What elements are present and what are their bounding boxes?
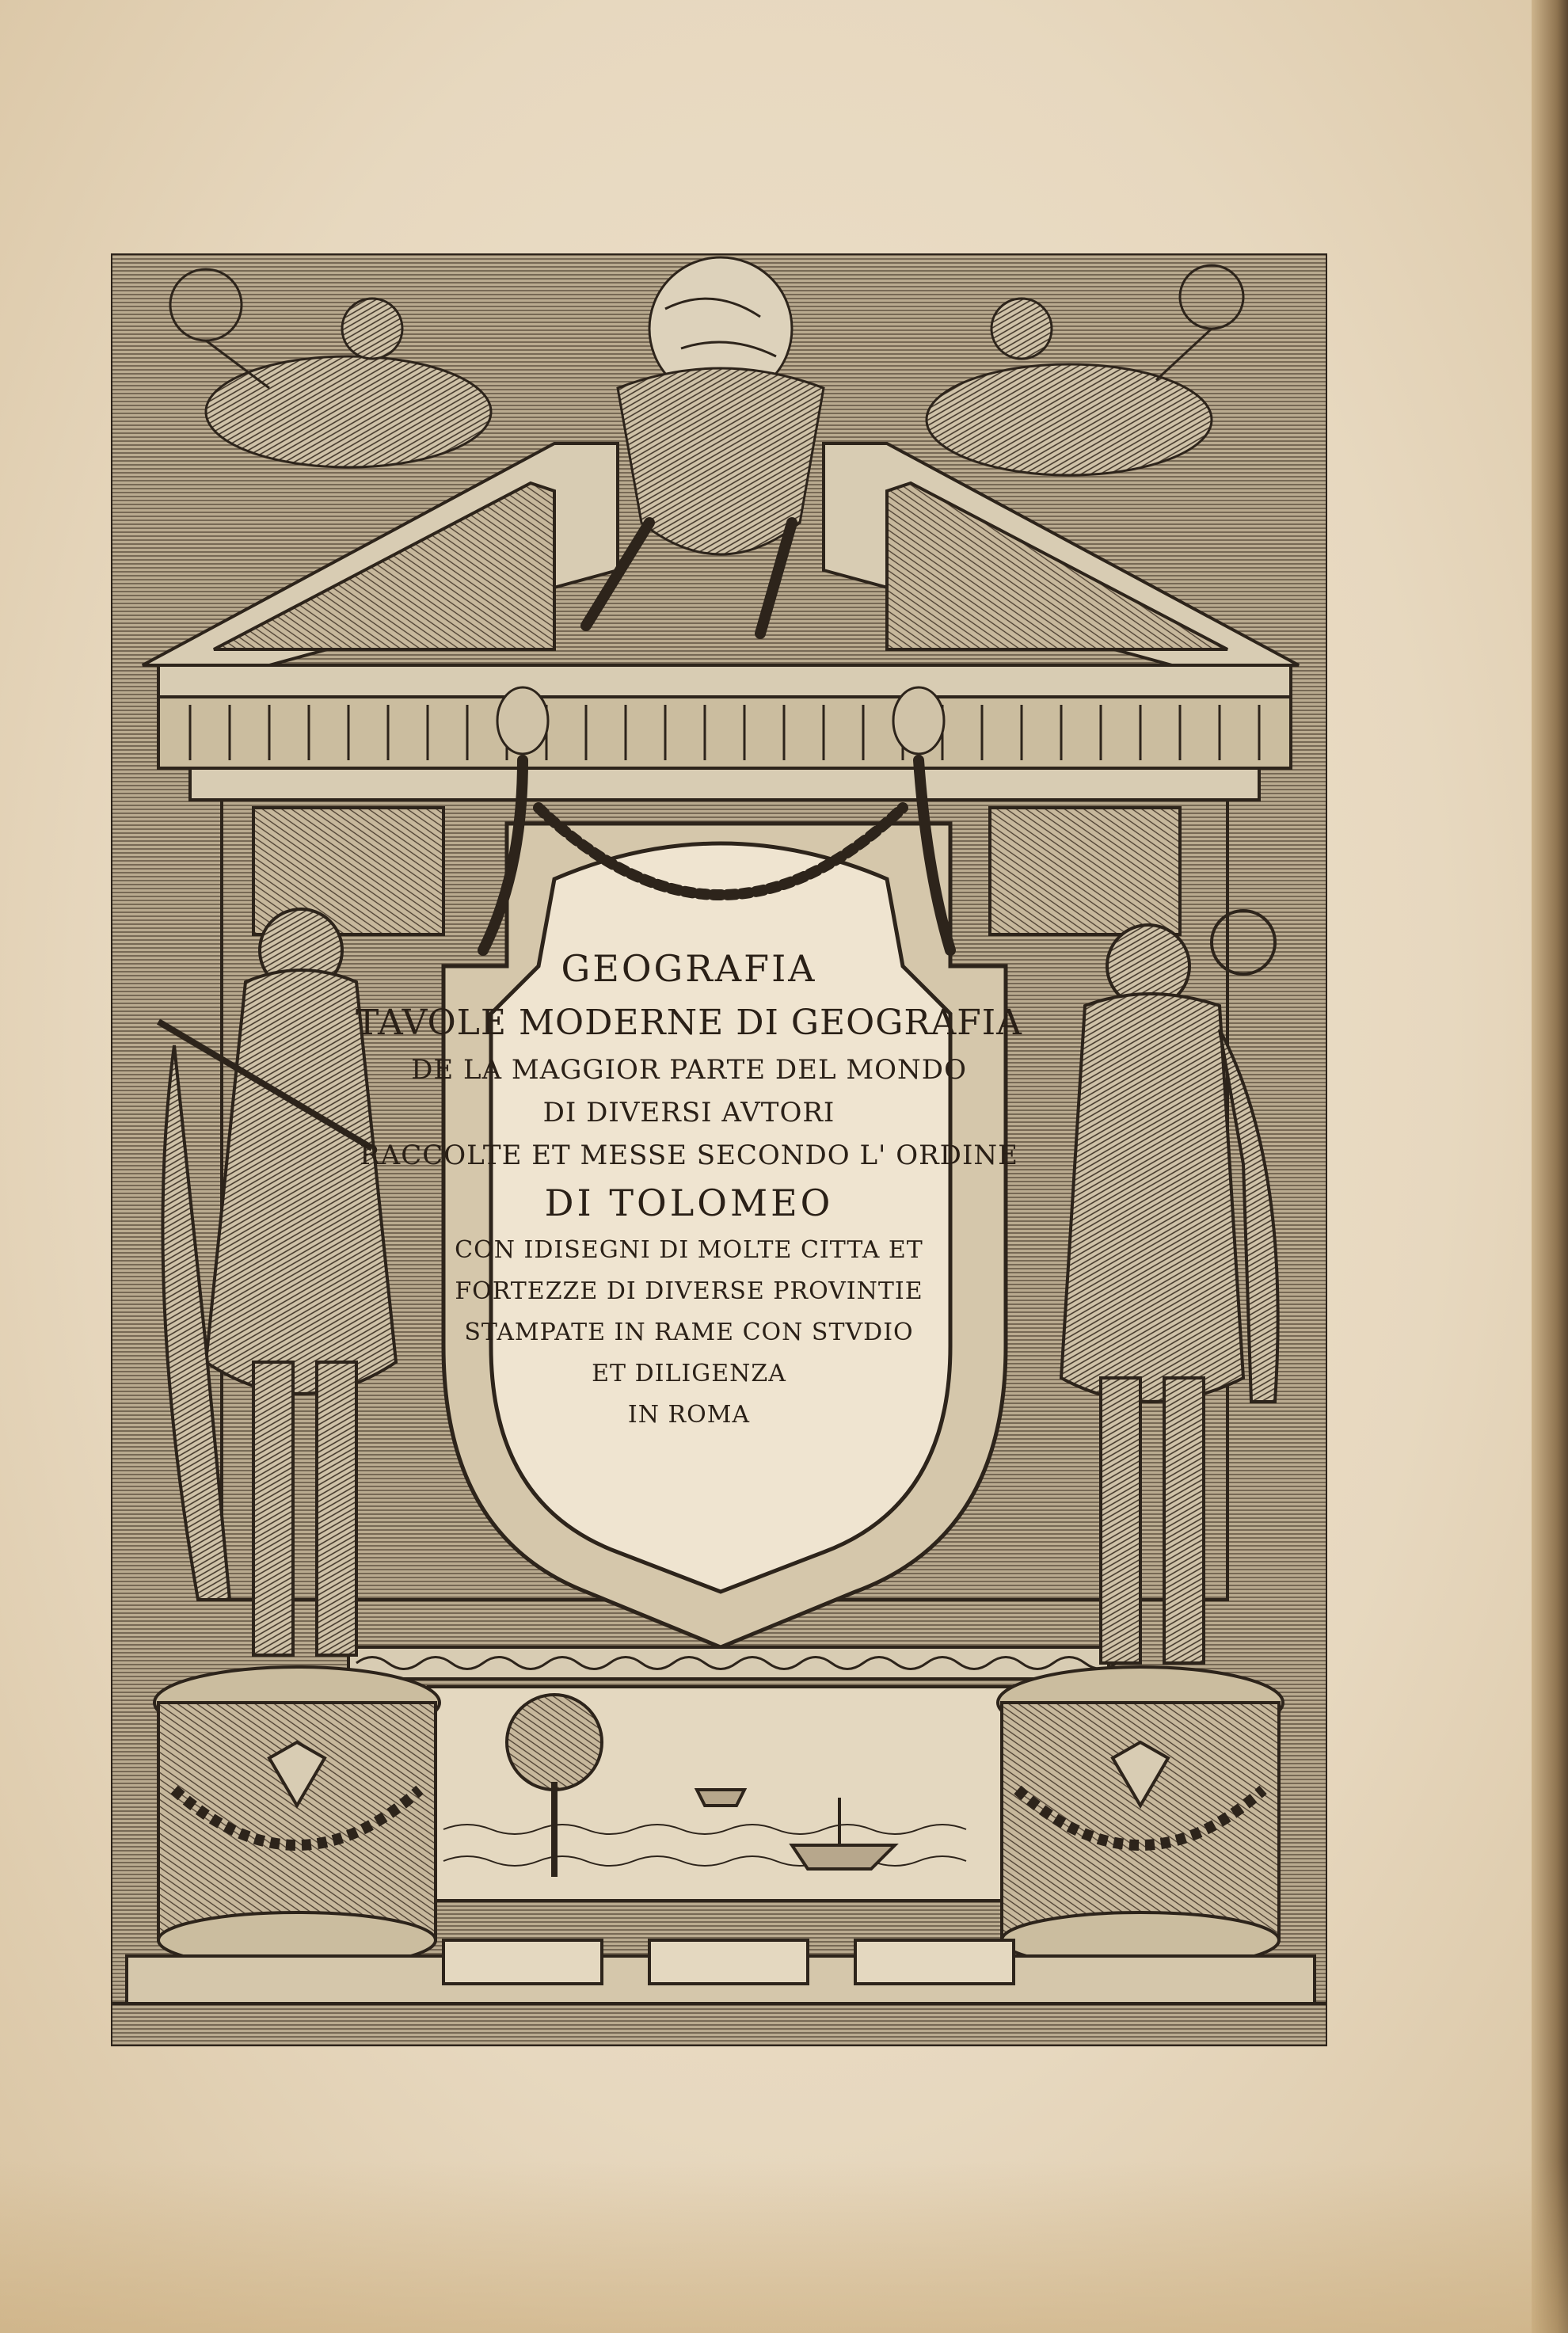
seascape-scene (404, 1687, 1037, 1901)
tree-icon (507, 1695, 602, 1790)
title-line-stampate: STAMPATE IN RAME CON STVDIO (464, 1319, 914, 1346)
title-cartouche (356, 919, 1022, 1568)
pedestal-left (154, 1667, 440, 1968)
title-line-diligenza: ET DILIGENZA (592, 1360, 786, 1387)
title-line-tolomeo: DI TOLOMEO (544, 1182, 834, 1224)
title-line-raccolte: RACCOLTE ET MESSE SECONDO L' ORDINE (360, 1140, 1018, 1171)
title-line-diversi-autori: DI DIVERSI AVTORI (542, 1097, 835, 1128)
page-edge (1532, 0, 1568, 2333)
base-band (348, 1647, 1117, 1679)
water-stain (0, 2159, 1568, 2333)
title-line-fortezze: FORTEZZE DI DIVERSE PROVINTIE (455, 1277, 923, 1305)
cornice (158, 665, 1291, 800)
title-line-in-roma: IN ROMA (627, 1401, 751, 1429)
pedestal-right (998, 1667, 1283, 1968)
title-line-geografia: GEOGRAFIA (561, 947, 817, 990)
title-line-maggior-parte: DE LA MAGGIOR PARTE DEL MONDO (411, 1054, 967, 1086)
ship-icon-small (697, 1790, 744, 1806)
title-line-tavole: TAVOLE MODERNE DI GEOGRAFIA (356, 1003, 1022, 1043)
title-line-disegni: CON IDISEGNI DI MOLTE CITTA ET (455, 1236, 923, 1264)
plinth (111, 1940, 1327, 2046)
